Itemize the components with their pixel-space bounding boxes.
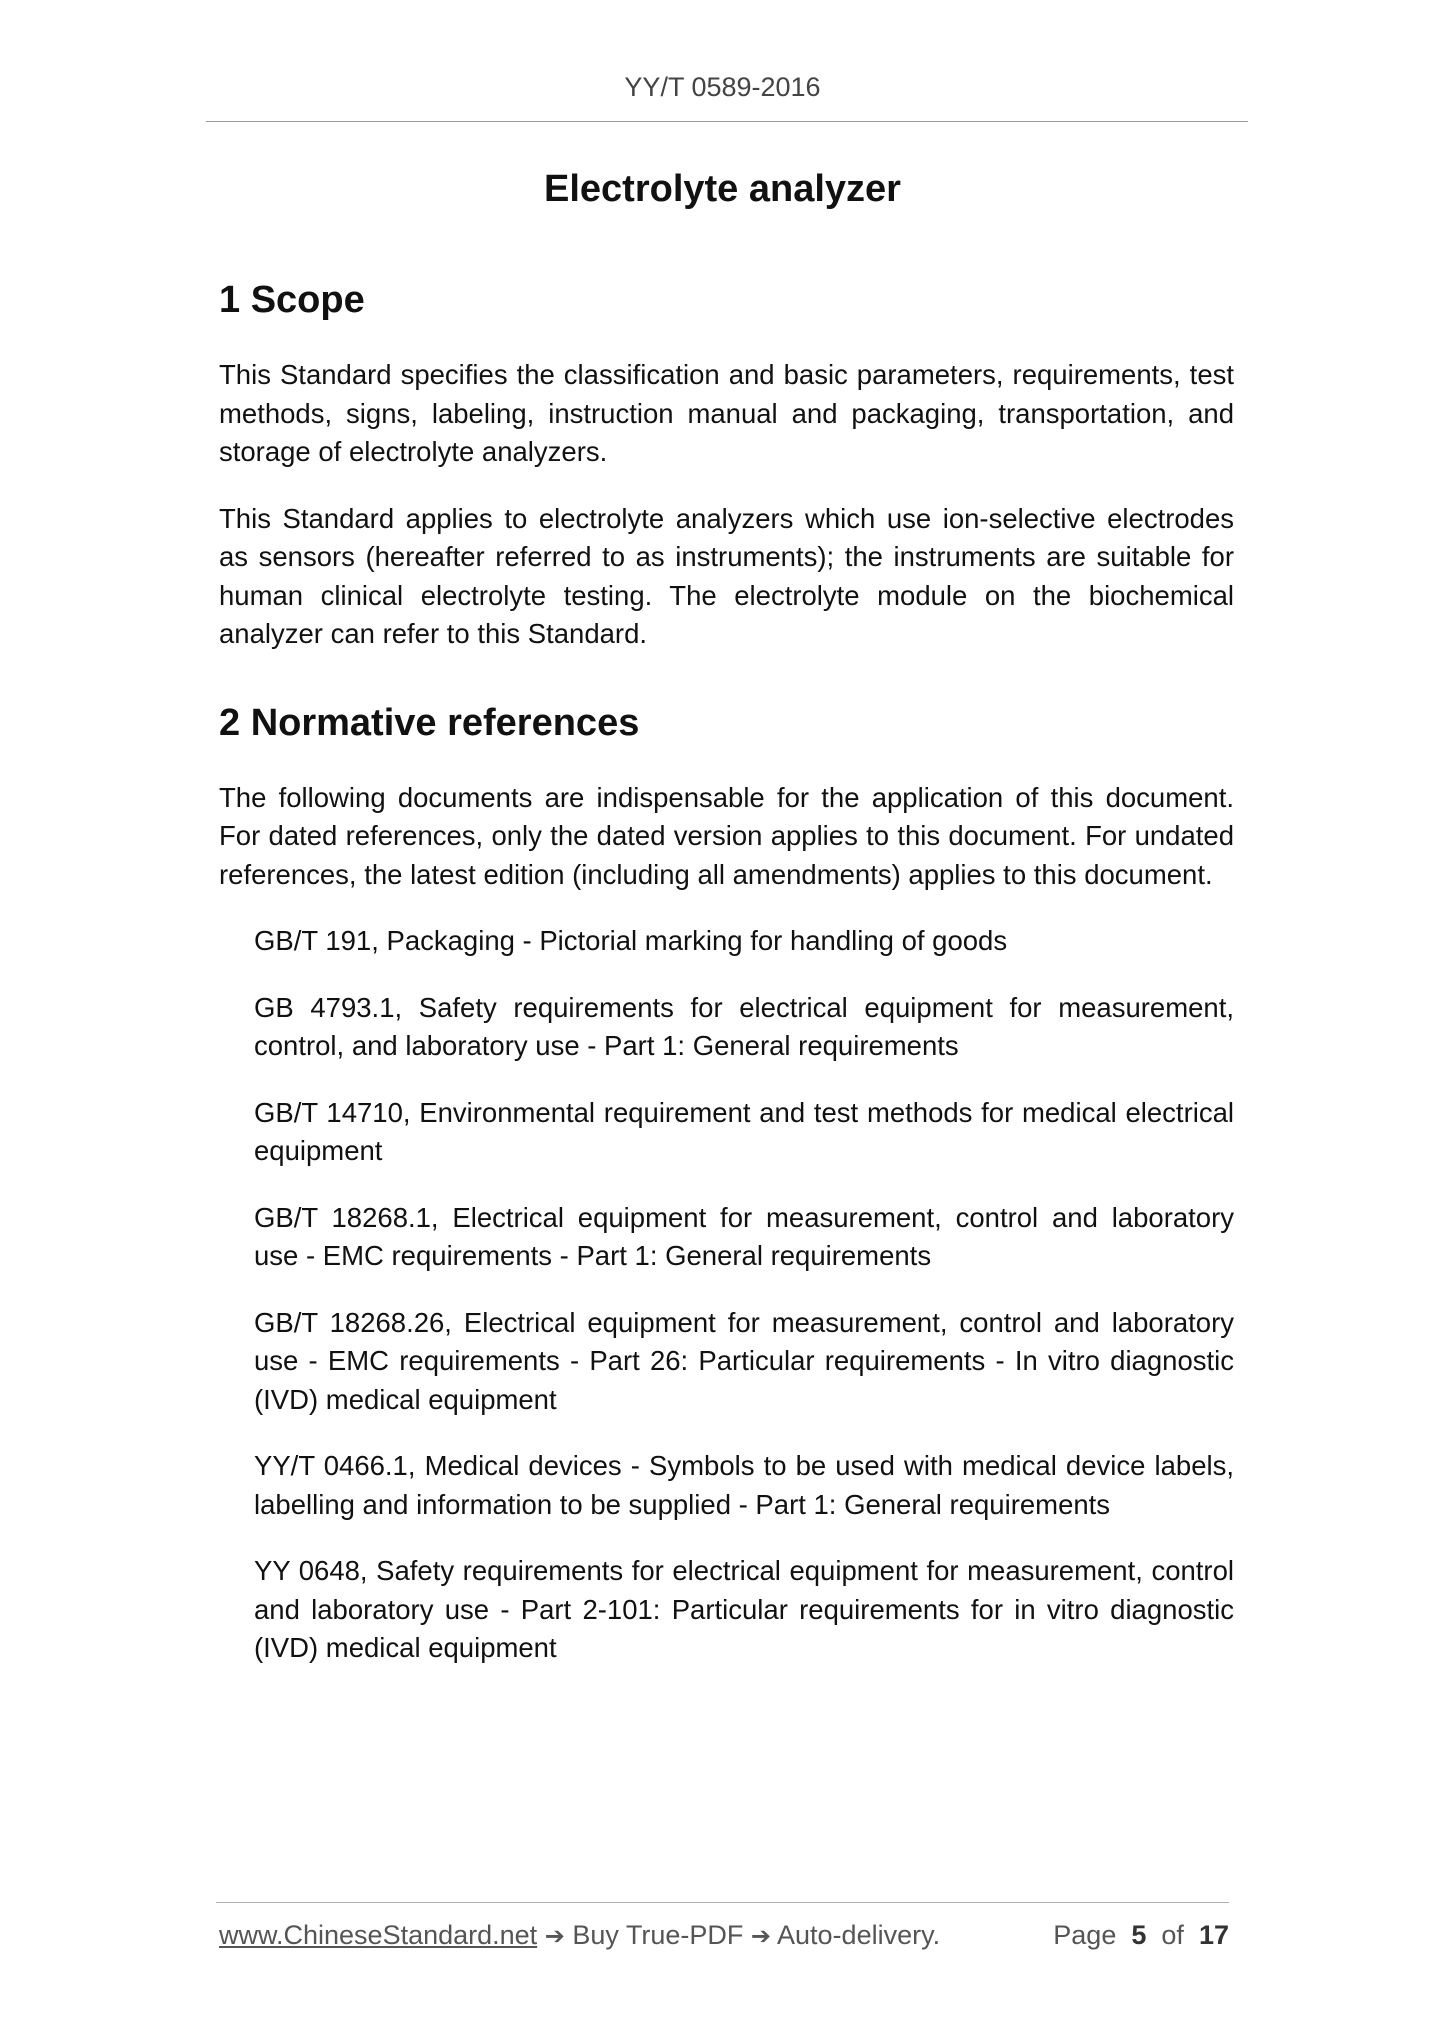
reference-item: GB 4793.1, Safety requirements for electrical equipment for measurement, control, and laboratory use - Part 1: General requirements [254,991,1234,1061]
section-heading-normative-references: 2 Normative references [219,701,640,744]
of-label: of [1161,1920,1184,1950]
auto-delivery-text: Auto-delivery. [777,1920,941,1950]
reference-item: GB/T 14710, Environmental requirement and test methods for medical electrical equipment [254,1096,1234,1166]
reference-item: GB/T 191, Packaging - Pictorial marking for handling of goods [254,925,1008,956]
reference-item: GB/T 18268.26, Electrical equipment for measurement, control and laboratory use - EMC requirements - Part 26: Particular requirements - In vitro diagnostic (IVD) medical equipment [254,1306,1234,1415]
footer-divider [216,1902,1229,1903]
chinesestandard-link[interactable]: www.ChineseStandard.net [219,1920,538,1950]
page-indicator [1053,1920,1229,1951]
references-intro-paragraph: The following documents are indispensable for the application of this document. For dated references, only the dated version applies to this document. For undated references, the latest edition (including all amendments) applies to this document. [219,781,1234,890]
document-code-header: YY/T 0589-2016 [624,72,821,102]
total-pages-number: 17 [1198,1920,1229,1950]
buy-true-pdf-text: Buy True-PDF [572,1920,744,1950]
document-title: Electrolyte analyzer [544,168,901,210]
scope-paragraph: This Standard specifies the classification and basic parameters, requirements, test methods, signs, labeling, instruction manual and packaging, transportation, and storage of electrolyte analyzers. [219,359,1234,467]
page-label: Page [1053,1920,1117,1950]
reference-item: GB/T 18268.1, Electrical equipment for measurement, control and laboratory use - EMC requirements - Part 1: General requirements [254,1201,1234,1271]
reference-item: YY/T 0466.1, Medical devices - Symbols to be used with medical device labels, labelling and information to be supplied - Part 1: General requirements [254,1450,1234,1520]
reference-item: YY 0648, Safety requirements for electrical equipment for measurement, control and laboratory use - Part 2-101: Particular requirements for in vitro diagnostic (IVD) medical equipment [254,1555,1234,1663]
section-heading-scope: 1 Scope [219,279,365,321]
right-arrow-icon: ➔ [544,1922,565,1950]
header-divider [206,121,1248,122]
current-page-number: 5 [1131,1920,1147,1950]
page-footer [219,1920,1229,1956]
right-arrow-icon: ➔ [750,1922,771,1950]
footer-promo [219,1920,940,1951]
document-body [219,272,1234,1668]
scope-paragraph: This Standard applies to electrolyte analyzers which use ion-selective electrodes as sensors (hereafter referred to as instruments); the instruments are suitable for human clinical electrolyte testing. The electrolyte module on the biochemical analyzer can refer to this Standard. [219,502,1234,649]
